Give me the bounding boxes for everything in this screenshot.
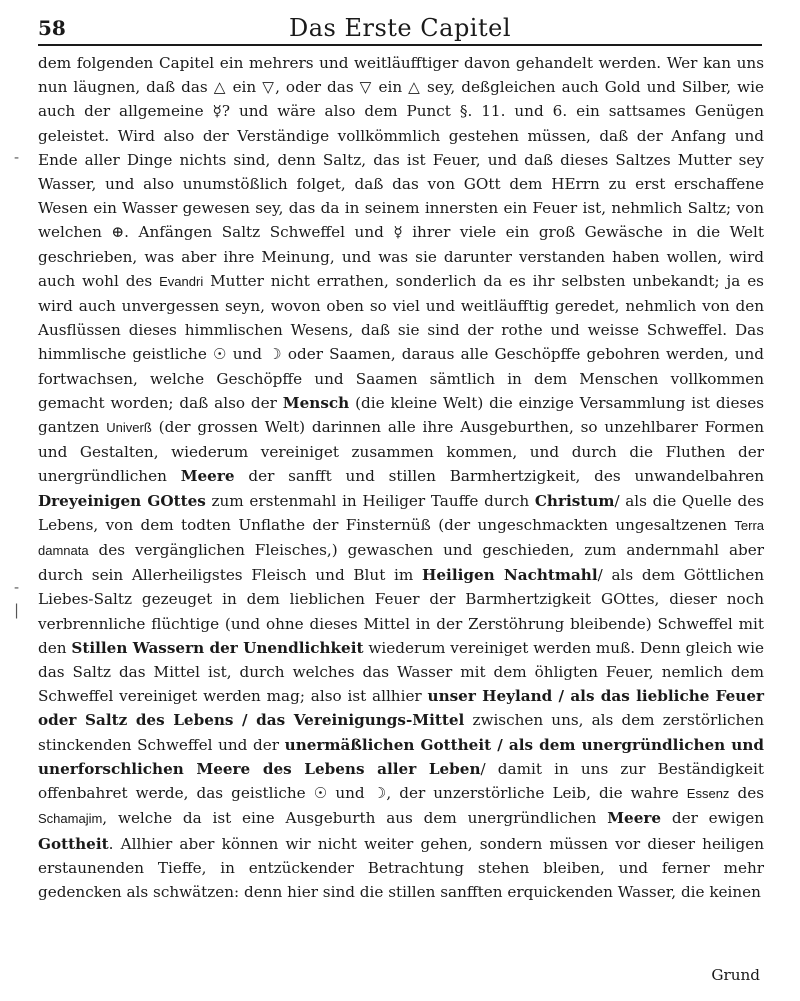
header-rule (38, 44, 762, 46)
emphasis-text: Dreyeinigen GOttes (38, 491, 206, 510)
body-text (38, 51, 764, 904)
catchword: Grund (711, 966, 760, 984)
emphasis-text: Christum (534, 491, 615, 510)
margin-mark: - (14, 578, 20, 596)
emphasis-text: Meere (180, 467, 235, 486)
text-run: der sanfft und stillen Barmhertzigkeit, des unwandelbahren (248, 467, 765, 486)
emphasis-text: unser Heyland / als das liebliche Feuer oder Saltz des Lebens / das Vereinigungs-Mittel (38, 687, 765, 730)
text-run: des (737, 784, 765, 803)
text-run: wiederum vereiniget werden muß. Denn gleich wie das Saltz das Mittel ist, durch welches das Wasser mit dem öhligten Feuer, nemlich dem Schweffel vereiniget werden mag; also ist allhier (38, 638, 764, 706)
text-run: , welche da ist eine Ausgeburth aus dem unergründlichen (102, 809, 597, 828)
margin-mark: - (14, 148, 20, 166)
emphasis-text: Meere (607, 809, 662, 828)
emphasis-text: Stillen Wassern der Unendlichkeit (71, 638, 364, 657)
latin-term: Schamajim (38, 811, 103, 827)
emphasis-text: Gottheit (38, 834, 109, 853)
text-run: des vergänglichen Fleisches,) gewaschen und geschieden, zum andernmahl aber durch sein Allerheiligstes Fleisch und Blut im (38, 541, 765, 585)
emphasis-text: Mensch (282, 393, 350, 412)
page-number: 58 (38, 16, 66, 40)
text-run: / als die Quelle des Lebens, von dem todten Unflathe der Finsternüß (der ungeschmackten ungesaltzenen (38, 491, 764, 534)
running-head: Das Erste Capitel (288, 14, 511, 42)
emphasis-text: unermäßlichen Gottheit / als dem unergründlichen und unerforschlichen Meere des Lebens aller Leben (38, 735, 765, 778)
latin-term: Univerß (106, 420, 152, 436)
text-run: zum erstenmahl in Heiliger Tauffe durch (211, 491, 530, 510)
text-run: der ewigen (671, 809, 765, 828)
text-run: Mutter nicht errathen, sonderlich da es ihr selbsten unbekandt; ja es wird auch unvergessen seyn, wovon oben so viel und weitläufftig geredet, nehmlich von den Ausflüssen dieses himmlischen Wesens, daß sie sind der rothe und weisse Schweffel. Das himmlische geistliche ☉ und ☽ oder Saamen, daraus alle Geschöpffe gebohren werden, und fortwachsen, welche Geschöpffe und Saamen sämtlich in dem Menschen vollkommen gemacht worden; daß also der (38, 271, 764, 412)
latin-term: Terra damnata (38, 517, 765, 559)
latin-term: Evandri (159, 273, 204, 289)
text-run: / als dem Göttlichen Liebes-Saltz gezeuget in dem lieblichen Feuer der Barmhertzigkeit GOttes, dieser noch verbrennliche flüchtige (und ohne dieses Mittel in der Zerstöhrung bleibende) Schweffel mit den (38, 566, 765, 657)
page-header (38, 10, 762, 44)
latin-term: Essenz (686, 786, 730, 802)
margin-mark: | (14, 601, 20, 619)
emphasis-text: Heiligen Nachtmahl (422, 566, 598, 585)
text-run: (der grossen Welt) darinnen alle ihre Ausgeburthen, so unzehlbarer Formen und Gestalten, wiederum vereiniget zusammen kommen, und durch die Fluthen der unergründlichen (38, 418, 765, 486)
text-run: dem folgenden Capitel ein mehrers und weitläufftiger davon gehandelt werden. Wer kan uns nun läugnen, daß das △ ein ▽, oder das ▽ ein △ sey, deßgleichen auch Gold und Silber, wie auch der allgemeine ☿? und wäre also dem Punct §. 11. und 6. ein sattsames Genügen geleistet. Wird also der Verständige vollkömmlich gestehen müssen, daß der Anfang und Ende aller Dinge nichts sind, denn Saltz, das ist Feuer, und daß dieses Saltzes Mutter sey Wasser, und also unumstößlich folget, daß das von GOtt dem HErrn zu erst erschaffene Wesen ein Wasser gewesen sey, das da in seinem innersten ein Feuer ist, nehmlich Saltz; von welchen ⊕. Anfängen Saltz Schweffel und ☿ ihrer viele ein groß Gewäsche in die Welt geschrieben, was aber ihre Meinung, und was sie darunter verstanden haben wollen, wird auch wohl des (38, 54, 764, 290)
text-run: (die kleine Welt) die einzige Versammlung ist dieses gantzen (38, 393, 765, 437)
text-run: / damit in uns zur Beständigkeit offenbahret werde, das geistliche ☉ und ☽, der unzerstörliche Leib, die wahre (38, 759, 764, 803)
text-run: zwischen uns, als dem zerstörlichen stinckenden Schweffel und der (38, 711, 765, 754)
text-run: . Allhier aber können wir nicht weiter gehen, sondern müssen vor dieser heiligen erstaunenden Tieffe, in entzückender Betrachtung stehen bleiben, und ferner mehr gedencken als schwätzen: denn hier sind die stillen sanfften erquickenden Wasser, die keinen (38, 834, 764, 901)
